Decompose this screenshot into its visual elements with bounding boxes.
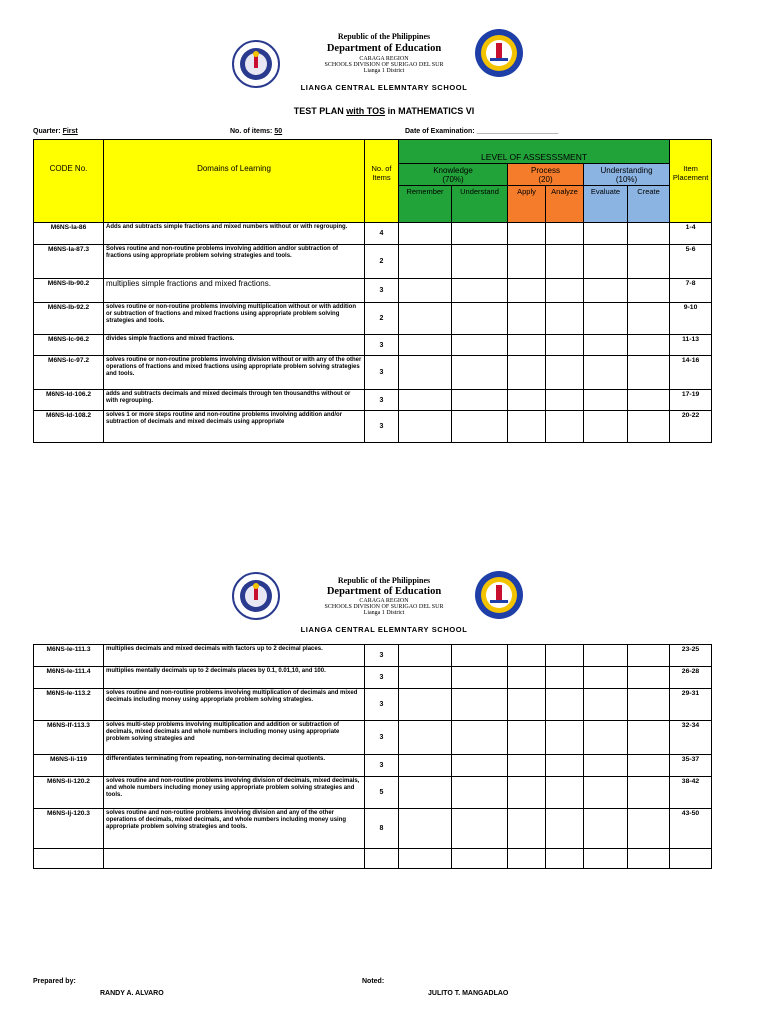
row-domain: solves routine or non-routine problems involving division without or with any of the other operations of fractions and mixed fractions using appropriate problem solving strategies and tools.	[104, 356, 365, 390]
row-placement: 1-4	[670, 223, 712, 245]
division-text-2: SCHOOLS DIVISION OF SURIGAO DEL SUR	[324, 604, 444, 610]
row-placement: 20-22	[670, 411, 712, 443]
header-analyze: Analyze	[546, 186, 584, 223]
prepared-label: Prepared by:	[33, 978, 76, 985]
table-row	[34, 777, 712, 809]
row-domain: solves routine and non-routine problems involving multiplication of decimals and mixed decimals including money using appropriate problem solving strategies.	[104, 689, 365, 721]
table-row	[34, 809, 712, 849]
table-row	[34, 279, 712, 303]
row-code: M6NS-Ib-90.2	[34, 279, 104, 303]
row-domain: solves multi-step problems involving multiplication and addition or subtraction of decimals, mixed decimals and whole numbers including money using appropriate problem solving strategies and	[104, 721, 365, 755]
row-domain: differentiates terminating from repeating, non-terminating decimal quotients.	[104, 755, 365, 777]
row-items: 3	[365, 667, 399, 689]
row-items: 3	[365, 755, 399, 777]
department-text: Department of Education	[326, 43, 442, 54]
row-domain: solves 1 or more steps routine and non-routine problems involving addition and/or subtraction of decimals and mixed decimals using appropriate	[104, 411, 365, 443]
row-placement: 35-37	[670, 755, 712, 777]
republic-text-2: Republic of the Philippines	[337, 576, 431, 585]
header-no-items: No. of Items	[365, 140, 399, 223]
row-code: M6NS-Ii-119	[34, 755, 104, 777]
row-items: 3	[365, 279, 399, 303]
header-process: Process (20)	[508, 164, 584, 186]
prepared-name: RANDY A. ALVARO	[100, 990, 164, 997]
row-items: 5	[365, 777, 399, 809]
row-code: M6NS-Ic-96.2	[34, 335, 104, 356]
row-code: M6NS-Ia-86	[34, 223, 104, 245]
header-code: CODE No.	[34, 140, 104, 223]
region-text: CARAGA REGION	[359, 56, 409, 62]
row-placement: 7-8	[670, 279, 712, 303]
table-row	[34, 335, 712, 356]
row-items: 3	[365, 390, 399, 411]
row-placement: 14-16	[670, 356, 712, 390]
row-domain: adds and subtracts decimals and mixed decimals through ten thousandths without or with regrouping.	[104, 390, 365, 411]
tos-table-page2	[33, 644, 712, 869]
table-row	[34, 755, 712, 777]
row-domain: Adds and subtracts simple fractions and mixed numbers without or with regrouping.	[104, 223, 365, 245]
table-row	[34, 645, 712, 667]
row-placement: 5-6	[670, 245, 712, 279]
row-placement: 23-25	[670, 645, 712, 667]
header-create: Create	[628, 186, 670, 223]
page-title: TEST PLAN with TOS in MATHEMATICS VI	[293, 106, 475, 116]
table-row	[34, 849, 712, 869]
row-domain	[104, 849, 365, 869]
table-row	[34, 303, 712, 335]
row-items: 2	[365, 245, 399, 279]
district-text: Lianga 1 District	[363, 68, 405, 74]
table-row	[34, 411, 712, 443]
row-code: M6NS-Ib-92.2	[34, 303, 104, 335]
noted-name: JULITO T. MANGADLAO	[428, 990, 509, 997]
division-text: SCHOOLS DIVISION OF SURIGAO DEL SUR	[324, 62, 444, 68]
row-items: 3	[365, 411, 399, 443]
row-items: 3	[365, 335, 399, 356]
row-code: M6NS-Ia-87.3	[34, 245, 104, 279]
row-domain: multiplies mentally decimals up to 2 decimals places by 0.1, 0.01,10, and 100.	[104, 667, 365, 689]
header-placement: Item Placement	[670, 140, 712, 223]
region-text-2: CARAGA REGION	[359, 598, 409, 604]
row-domain: Solves routine and non-routine problems involving addition and/or subtraction of fractions using appropriate problem solving strategies and tools.	[104, 245, 365, 279]
table-row	[34, 356, 712, 390]
row-items	[365, 849, 399, 869]
row-items: 4	[365, 223, 399, 245]
row-domain: solves routine and non-routine problems involving division and any of the other operations of decimals, mixed decimals, and whole numbers including money using appropriate problem solving strategies and tools.	[104, 809, 365, 849]
department-text-2: Department of Education	[326, 586, 442, 597]
row-placement: 29-31	[670, 689, 712, 721]
row-placement: 11-13	[670, 335, 712, 356]
district-text-2: Lianga 1 District	[363, 610, 405, 616]
row-code: M6NS-Ie-111.3	[34, 645, 104, 667]
row-placement	[670, 849, 712, 869]
noted-label: Noted:	[362, 978, 385, 985]
header-understand: Understand	[452, 186, 508, 223]
row-placement: 17-19	[670, 390, 712, 411]
republic-text: Republic of the Philippines	[337, 32, 431, 41]
date-field: Date of Examination: _____________________	[405, 128, 559, 135]
header-apply: Apply	[508, 186, 546, 223]
row-domain: solves routine or non-routine problems involving multiplication without or with addition or subtraction of fractions and mixed fractions using appropriate problem solving strategies and tools.	[104, 303, 365, 335]
header-evaluate: Evaluate	[584, 186, 628, 223]
row-code: M6NS-Ie-113.2	[34, 689, 104, 721]
row-code: M6NS-Id-106.2	[34, 390, 104, 411]
table-row	[34, 245, 712, 279]
row-code: M6NS-If-113.3	[34, 721, 104, 755]
row-items: 8	[365, 809, 399, 849]
row-items: 3	[365, 721, 399, 755]
row-placement: 32-34	[670, 721, 712, 755]
row-placement: 38-42	[670, 777, 712, 809]
table-row	[34, 721, 712, 755]
items-field: No. of items: 50	[230, 128, 283, 135]
header-knowledge: Knowledge (70%)	[399, 164, 508, 186]
row-code: M6NS-Ie-111.4	[34, 667, 104, 689]
row-code: M6NS-Ij-120.3	[34, 809, 104, 849]
row-placement: 26-28	[670, 667, 712, 689]
header-understanding: Understanding (10%)	[584, 164, 670, 186]
row-items: 3	[365, 689, 399, 721]
header-remember: Remember	[399, 186, 452, 223]
tos-table-page1	[33, 139, 712, 443]
row-domain: multiplies simple fractions and mixed fractions.	[104, 279, 365, 303]
row-code: M6NS-Ii-120.2	[34, 777, 104, 809]
row-items: 3	[365, 645, 399, 667]
quarter-field: Quarter: First	[33, 128, 78, 135]
row-code: M6NS-Id-108.2	[34, 411, 104, 443]
header-level: LEVEL OF ASSESSSMENT	[399, 140, 670, 164]
table-row	[34, 667, 712, 689]
school-name: LIANGA CENTRAL ELEMNTARY SCHOOL	[300, 83, 468, 92]
school-name-2: LIANGA CENTRAL ELEMNTARY SCHOOL	[300, 625, 468, 634]
row-code	[34, 849, 104, 869]
row-items: 3	[365, 356, 399, 390]
header-domains: Domains of Learning	[104, 140, 365, 223]
table-row	[34, 390, 712, 411]
row-items: 2	[365, 303, 399, 335]
table-row	[34, 223, 712, 245]
table-row	[34, 689, 712, 721]
row-placement: 43-50	[670, 809, 712, 849]
row-domain: divides simple fractions and mixed fractions.	[104, 335, 365, 356]
row-placement: 9-10	[670, 303, 712, 335]
row-domain: multiplies decimals and mixed decimals with factors up to 2 decimal places.	[104, 645, 365, 667]
row-code: M6NS-Ic-97.2	[34, 356, 104, 390]
row-domain: solves routine and non-routine problems involving division of decimals, mixed decimals, and whole numbers including money using appropriate problem solving strategies and tools.	[104, 777, 365, 809]
